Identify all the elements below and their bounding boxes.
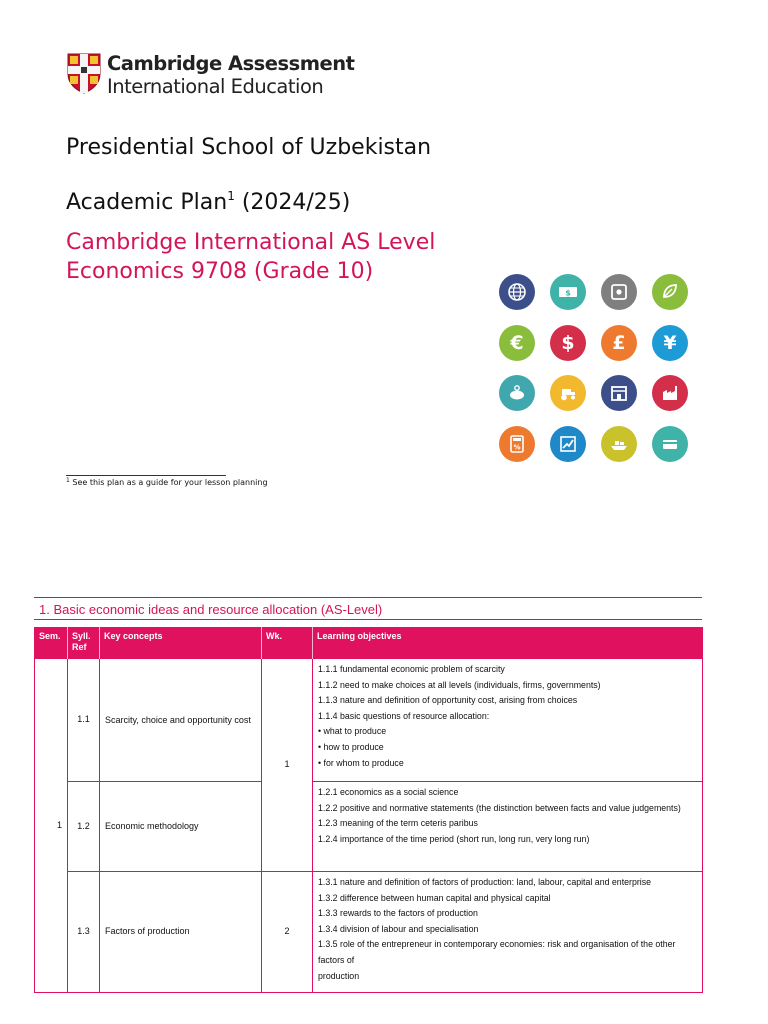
objective-item: • what to produce — [318, 726, 387, 737]
objective-item: 1.2.2 positive and normative statements (the distinction between facts and value judgements) — [318, 802, 681, 813]
pound-icon: £ — [601, 325, 637, 361]
objective-item: 1.1.2 need to make choices at all levels (individuals, firms, governments) — [318, 679, 601, 690]
objective-item: 1.2.4 importance of the time period (short run, long run, very long run) — [318, 833, 590, 844]
table-row — [35, 872, 703, 993]
objectives-cell — [313, 872, 703, 993]
syll-ref-cell: 1.1 — [68, 659, 100, 782]
objective-item: 1.1.3 nature and definition of opportunity cost, arising from choices — [318, 695, 578, 706]
credit-card-icon — [652, 426, 688, 462]
cambridge-shield-icon — [66, 52, 102, 94]
objectives-cell — [313, 659, 703, 782]
yen-icon: ¥ — [652, 325, 688, 361]
section-title: 1. Basic economic ideas and resource allocation (AS-Level) — [34, 597, 702, 620]
week-cell: 2 — [262, 872, 313, 993]
calculator-icon — [499, 426, 535, 462]
leaf-icon — [652, 274, 688, 310]
plan-title-text: Academic Plan — [66, 190, 228, 215]
school-name: Presidential School of Uzbekistan — [66, 135, 432, 160]
tractor-icon — [550, 375, 586, 411]
objective-item: 1.3.4 division of labour and specialisation — [318, 923, 479, 934]
objective-item: • for whom to produce — [318, 757, 404, 768]
objective-item: 1.3.5 role of the entrepreneur in contemporary economies: risk and organisation of the other factors of — [318, 939, 676, 965]
objective-item: 1.1.4 basic questions of resource allocation: — [318, 710, 490, 721]
objective-item: 1.3.2 difference between human capital and physical capital — [318, 892, 551, 903]
header-learning-objectives: Learning objectives — [313, 627, 703, 659]
plan-year: (2024/25) — [241, 190, 351, 215]
piggy-bank-icon — [499, 375, 535, 411]
plan-title — [66, 189, 350, 215]
table-row — [35, 782, 703, 872]
globe-icon — [499, 274, 535, 310]
economics-icon-grid — [499, 274, 689, 464]
footnote-text: See this plan as a guide for your lesson planning — [72, 478, 268, 487]
table-row — [35, 659, 703, 782]
key-concept-cell: Factors of production — [100, 872, 262, 993]
svg-text:%: % — [513, 443, 521, 452]
course-line-2: Economics 9708 (Grade 10) — [66, 259, 374, 284]
objective-item: production — [318, 970, 360, 981]
logo-line-1: Cambridge Assessment — [107, 52, 355, 75]
objective-item: 1.2.3 meaning of the term ceteris paribus — [318, 818, 478, 829]
semester-cell: 1 — [35, 659, 68, 993]
growth-chart-icon — [550, 426, 586, 462]
objective-item: • how to produce — [318, 741, 384, 752]
key-concept-cell: Scarcity, choice and opportunity cost — [100, 659, 262, 782]
syll-ref-cell: 1.2 — [68, 782, 100, 872]
footnote — [66, 477, 268, 487]
objectives-cell — [313, 782, 703, 872]
cargo-ship-icon — [601, 426, 637, 462]
logo-line-2: International Education — [107, 75, 324, 98]
course-title — [66, 228, 435, 286]
header-syll-ref: Syll. Ref — [68, 627, 100, 659]
euro-icon: € — [499, 325, 535, 361]
objective-item: 1.3.1 nature and definition of factors of production: land, labour, capital and enterprise — [318, 877, 652, 887]
objective-item: 1.2.1 economics as a social science — [318, 787, 459, 797]
plan-table — [34, 627, 703, 993]
safe-icon — [601, 274, 637, 310]
header-week: Wk. — [262, 627, 313, 659]
footnote-divider — [66, 475, 226, 476]
course-line-1: Cambridge International AS Level — [66, 230, 436, 255]
shop-icon — [601, 375, 637, 411]
objective-item: 1.3.3 rewards to the factors of production — [318, 908, 478, 919]
svg-text:$: $ — [565, 288, 571, 298]
banknote-icon — [550, 274, 586, 310]
key-concept-cell: Economic methodology — [100, 782, 262, 872]
footnote-number: 1 — [66, 477, 70, 484]
syll-ref-cell: 1.3 — [68, 872, 100, 993]
week-cell: 1 — [262, 659, 313, 872]
cambridge-logo — [66, 52, 356, 98]
header-key-concepts: Key concepts — [100, 627, 262, 659]
dollar-icon: $ — [550, 325, 586, 361]
factory-icon — [652, 375, 688, 411]
objective-item: 1.1.1 fundamental economic problem of scarcity — [318, 664, 505, 674]
footnote-mark: 1 — [227, 189, 235, 203]
header-sem: Sem. — [35, 627, 68, 659]
table-header-row — [35, 627, 703, 659]
